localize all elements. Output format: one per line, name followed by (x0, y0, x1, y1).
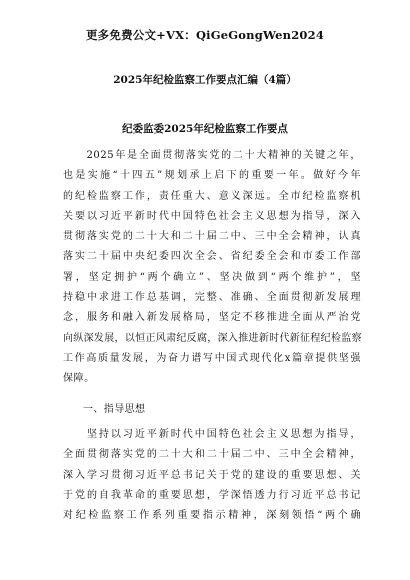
section-heading-guiding-thought: 一、指导思想 (83, 404, 146, 415)
paragraph-line: 贯彻落实党的二十大和二十届二中、三中全会精神，认真 (63, 231, 361, 243)
paragraph-line: 坚持以习近平新时代中国特色社会主义思想为指导， (63, 429, 361, 440)
paragraph-guiding-thought (63, 425, 361, 526)
paragraph-line: 念，服务和融入新发展格局，坚定不移推进全面从严治党 (63, 312, 361, 324)
paragraph-line: 落实二十届中央纪委四次全会、省纪委全会和市委工作部 (63, 251, 361, 263)
paragraph-line: 署，坚定拥护“两个确立”、坚决做到“两个维护”，坚 (63, 271, 361, 283)
paragraph-line: 的纪检监察工作，责任重大、意义深远。全市纪检监察机 (63, 190, 361, 202)
paragraph-line: 全面贯彻落实党的二十大和二十届二中、三中全会精神， (63, 449, 361, 461)
paragraph-line: 2025年是全面贯彻落实党的二十大精神的关键之年， (63, 150, 361, 161)
paragraph-line: 关要以习近平新时代中国特色社会主义思想为指导，深入 (63, 210, 361, 222)
paragraph-line: 向纵深发展，以恒正风肃纪反腐，深入推进新时代新征程纪检监察 (63, 332, 361, 344)
paragraph-line: 深入学习贯彻习近平总书记关于党的建设的重要思想、关 (63, 469, 361, 481)
paragraph-line: 工作高质量发展，为奋力谱写中国式现代化x篇章提供坚强 (63, 352, 361, 364)
document-title: 2025年纪检监察工作要点汇编（4篇） (113, 74, 297, 86)
paragraph-line: 保障。 (63, 373, 95, 385)
section-title: 纪委监委2025年纪检监察工作要点 (122, 123, 288, 135)
paragraph-line: 也是实施“十四五”规划承上启下的重要一年。做好今年 (63, 170, 361, 182)
paragraph-line: 于党的自我革命的重要思想，学深悟透力行习近平总书记 (63, 489, 361, 501)
paragraph-line: 对纪检监察工作系列重要指示精神，深刻领悟“两个确 (63, 510, 361, 522)
promo-banner: 更多免费公文+VX：QiGeGongWen2024 (85, 28, 325, 42)
paragraph-line: 持稳中求进工作总基调，完整、准确、全面贯彻新发展理 (63, 292, 361, 304)
paragraph-intro (63, 146, 361, 390)
